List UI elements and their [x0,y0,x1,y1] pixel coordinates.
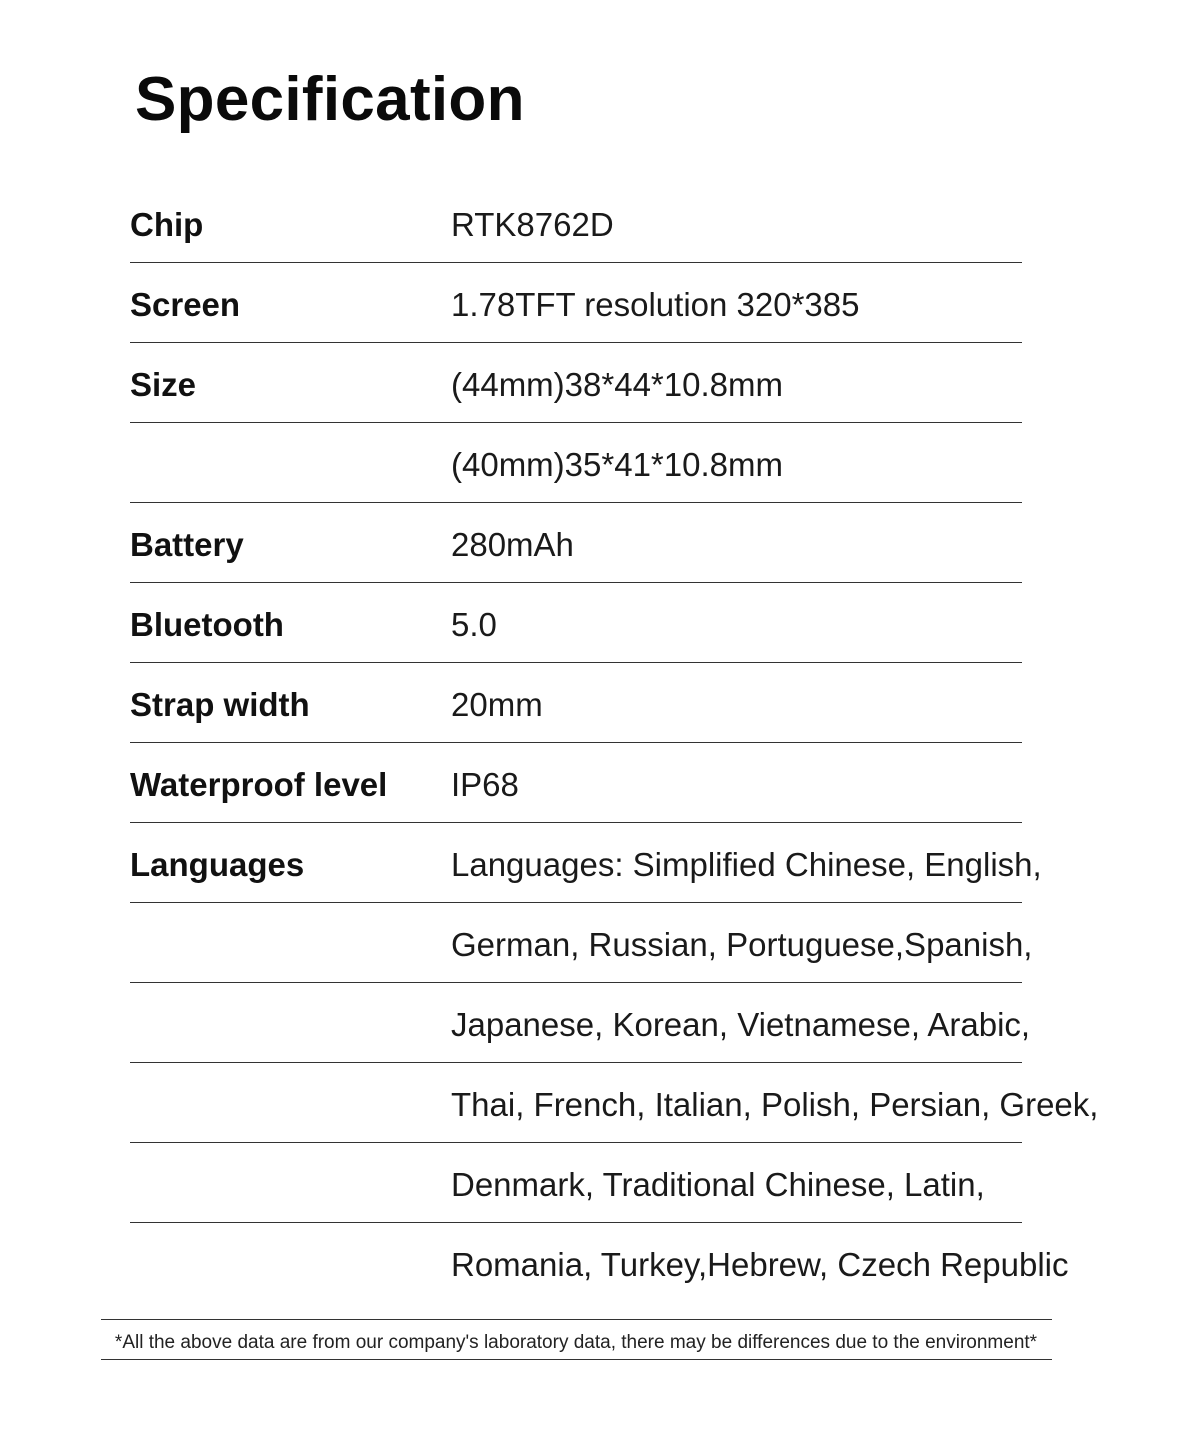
spec-label: Waterproof level [130,766,388,803]
spec-table [130,183,1099,1303]
spec-row-size-continued [130,423,1022,503]
spec-label: Languages [130,846,305,883]
page-title: Specification [135,65,525,134]
spec-row-languages [130,823,1042,903]
footnote-disclaimer: *All the above data are from our company's laboratory data, there may be differences due to the environment* [114,1332,1038,1353]
spec-value: 280mAh [451,526,574,563]
spec-value: (44mm)38*44*10.8mm [451,366,783,403]
spec-value: Denmark, Traditional Chinese, Latin, [451,1166,985,1203]
spec-label: Screen [130,286,241,323]
spec-value: Japanese, Korean, Vietnamese, Arabic, [451,1006,1031,1043]
spec-row-strap-width [130,663,1022,743]
spec-value: 20mm [451,686,543,723]
spec-value: RTK8762D [451,206,614,243]
spec-value: IP68 [451,766,519,803]
spec-label: Bluetooth [130,606,284,643]
spec-row-languages-continued [130,903,1033,983]
footnote-bottom-divider [101,1359,1052,1360]
spec-label: Strap width [130,686,310,723]
spec-row-screen [130,263,1022,343]
spec-row-chip [130,183,1022,263]
spec-row-bluetooth [130,583,1022,663]
spec-value: 5.0 [451,606,497,643]
spec-value: Languages: Simplified Chinese, English, [451,846,1042,883]
spec-value: German, Russian, Portuguese,Spanish, [451,926,1033,963]
spec-value: Thai, French, Italian, Polish, Persian, Greek, [451,1086,1099,1123]
spec-label: Battery [130,526,244,563]
spec-row-languages-continued [130,1063,1099,1143]
spec-label: Size [130,366,197,403]
spec-value: Romania, Turkey,Hebrew, Czech Republic [451,1246,1069,1283]
spec-label: Chip [130,206,204,243]
spec-value: (40mm)35*41*10.8mm [451,446,783,483]
spec-row-languages-continued [130,1223,1069,1303]
footnote-top-divider [101,1319,1052,1320]
spec-row-size [130,343,1022,423]
spec-value: 1.78TFT resolution 320*385 [451,286,860,323]
spec-row-waterproof-level [130,743,1022,823]
spec-row-languages-continued [130,983,1031,1063]
spec-row-battery [130,503,1022,583]
spec-row-languages-continued [130,1143,1022,1223]
